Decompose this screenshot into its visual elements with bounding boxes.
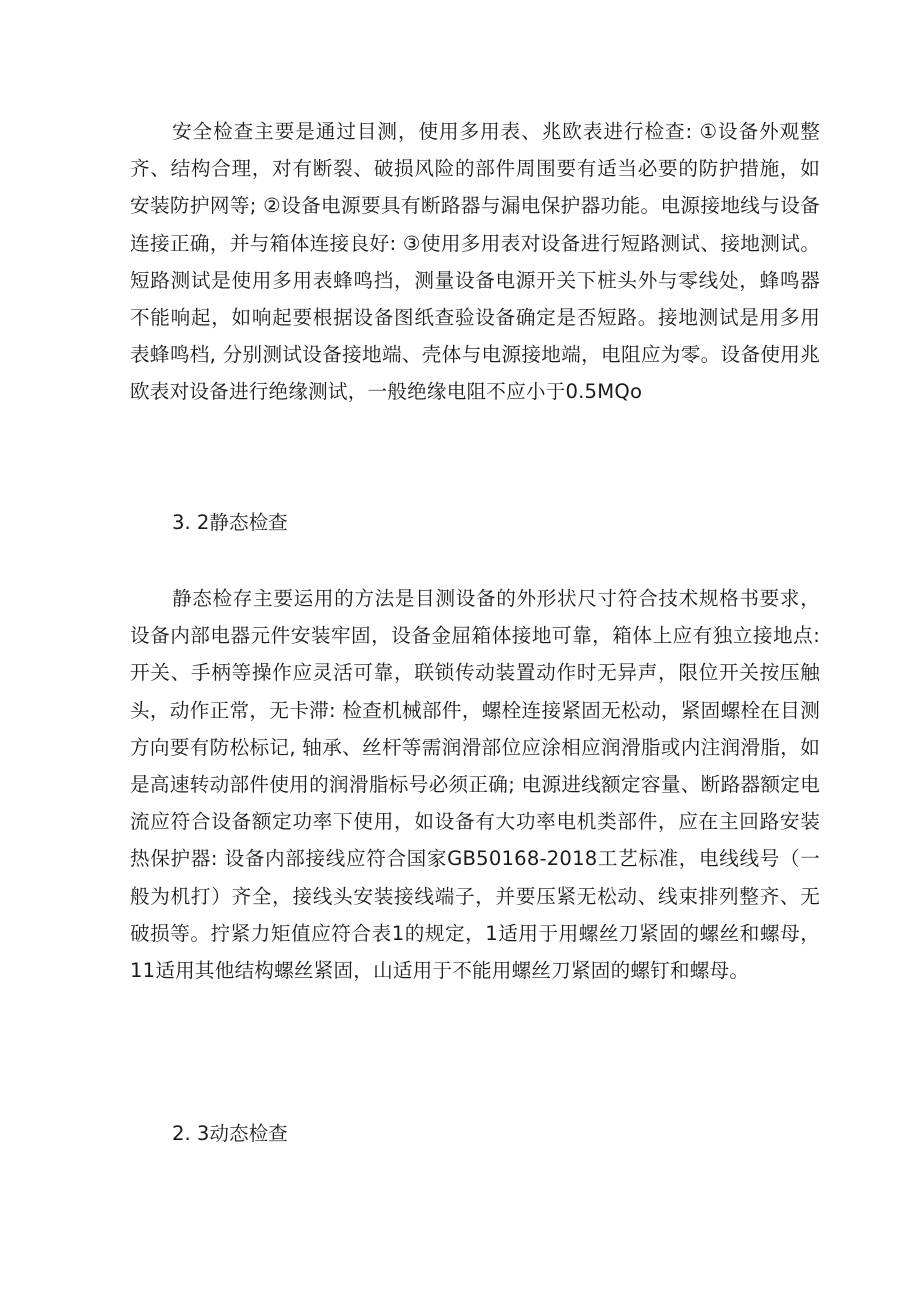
section-heading-dynamic-inspection: 2. 3动态检查 [172,1122,288,1145]
body-paragraph-safety-inspection: 安全检查主要是通过目测，使用多用表、兆欧表进行检查: ①设备外观整齐、结构合理，对有断裂、破损风险的部件周围要有适当必要的防护措施，如安装防护网等; ②设备电源要具有断路器与漏电保护器功能。电源接地线与设备连接正确，并与箱体连接良好: ③使用多用表对设备进行短路测试、接地测试。短路测试是使用多用表蜂鸣挡，测量设备电源开关下桩头外与零线处，蜂鸣器不能响起，如响起要根据设备图纸查验设备确定是否短路。接地测试是用多用表蜂鸣档, 分别测试设备接地端、壳体与电源接地端，电阻应为零。设备使用兆欧表对设备进行绝缘测试，一般绝缘电阻不应小于0.5MQo [130,120,820,404]
section-heading-static-inspection: 3. 2静态检查 [172,511,288,534]
body-paragraph-static-inspection: 静态检存主要运用的方法是目测设备的外形状尺寸符合技术规格书要求，设备内部电器元件安装牢固，设备金屈箱体接地可靠，箱体上应有独立接地点: 开关、手柄等操作应灵活可靠，联锁传动装置动作时无异声，限位开关按压触头，动作正常，无卡滞: 检查机械部件，螺栓连接紧固无松动，紧固螺栓在目测方向要有防松标记, 轴承、丝杆等需润滑部位应涂相应润滑脂或内注润滑脂，如是高速转动部件使用的润滑脂标号必须正确; 电源进线额定容量、断路器额定电流应符合设备额定功率下使用，如设备有大功率电机类部件，应在主回路安装热保护器: 设备内部接线应符合国家GB50168-2018工艺标准，电线线号（一般为机打）齐全，接线头安装接线端子，并要压紧无松动、线束排列整齐、无破损等。拧紧力矩值应符合表1的规定，1适用于用螺丝刀紧固的螺丝和螺母，11适用其他结构螺丝紧固，山适用于不能用螺丝刀紧固的螺钉和螺母。 [130,587,820,983]
